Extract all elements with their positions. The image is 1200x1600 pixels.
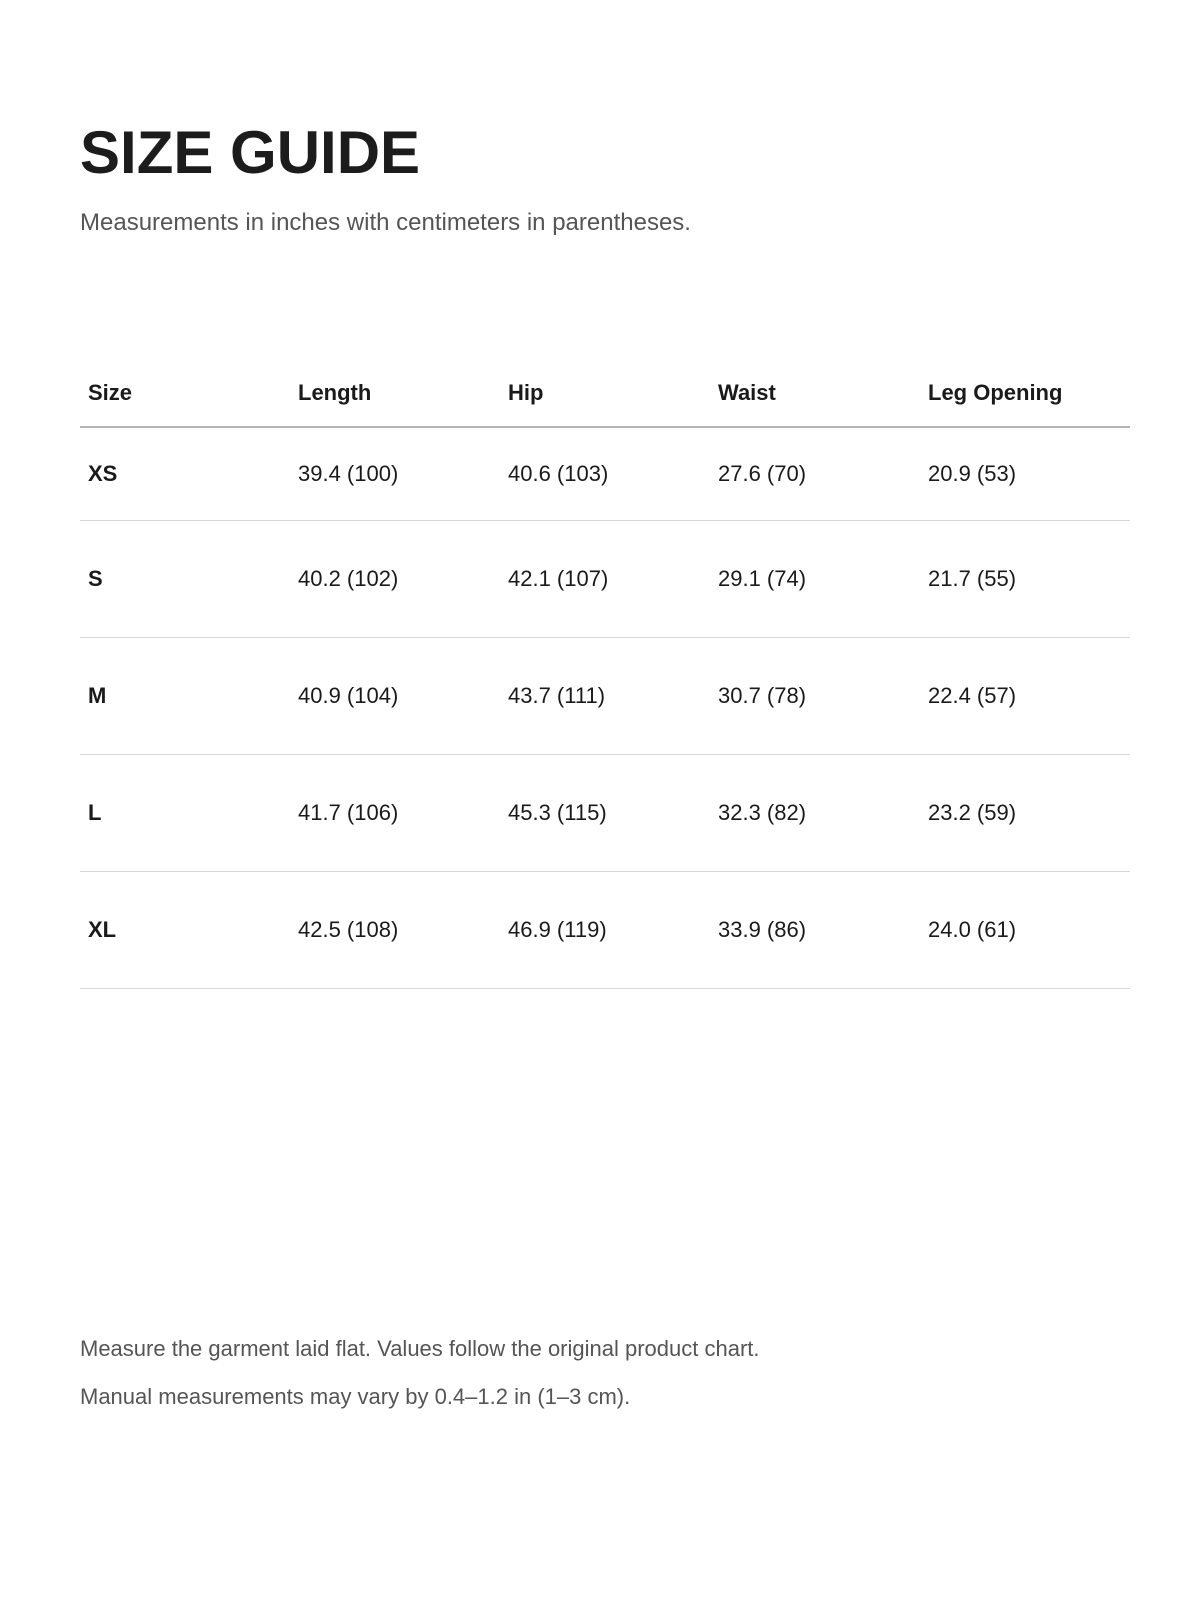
size-table [80, 360, 1130, 989]
leg-opening-cell: 23.2 (59) [920, 755, 1130, 872]
column-header-waist: Waist [710, 360, 920, 427]
footnotes [80, 1335, 760, 1431]
size-cell: S [80, 521, 290, 638]
length-cell: 40.2 (102) [290, 521, 500, 638]
waist-cell: 32.3 (82) [710, 755, 920, 872]
leg-opening-cell: 24.0 (61) [920, 872, 1130, 989]
size-cell: L [80, 755, 290, 872]
page-subtitle: Measurements in inches with centimeters in parentheses. [80, 209, 691, 236]
table-row [80, 872, 1130, 989]
column-header-size: Size [80, 360, 290, 427]
column-header-length: Length [290, 360, 500, 427]
size-cell: XS [80, 427, 290, 521]
table-header-row [80, 360, 1130, 427]
footnote-measure-flat: Measure the garment laid flat. Values follow the original product chart. [80, 1336, 760, 1361]
hip-cell: 43.7 (111) [500, 638, 710, 755]
table-row [80, 427, 1130, 521]
footnote-variance: Manual measurements may vary by 0.4–1.2 in (1–3 cm). [80, 1384, 631, 1409]
hip-cell: 46.9 (119) [500, 872, 710, 989]
length-cell: 41.7 (106) [290, 755, 500, 872]
table-row [80, 755, 1130, 872]
waist-cell: 27.6 (70) [710, 427, 920, 521]
size-cell: XL [80, 872, 290, 989]
length-cell: 40.9 (104) [290, 638, 500, 755]
table-row [80, 638, 1130, 755]
leg-opening-cell: 20.9 (53) [920, 427, 1130, 521]
hip-cell: 45.3 (115) [500, 755, 710, 872]
column-header-leg-opening: Leg Opening [920, 360, 1130, 427]
column-header-hip: Hip [500, 360, 710, 427]
leg-opening-cell: 22.4 (57) [920, 638, 1130, 755]
length-cell: 39.4 (100) [290, 427, 500, 521]
hip-cell: 40.6 (103) [500, 427, 710, 521]
page-title: SIZE GUIDE [80, 119, 421, 186]
table-row [80, 521, 1130, 638]
waist-cell: 29.1 (74) [710, 521, 920, 638]
waist-cell: 30.7 (78) [710, 638, 920, 755]
length-cell: 42.5 (108) [290, 872, 500, 989]
hip-cell: 42.1 (107) [500, 521, 710, 638]
waist-cell: 33.9 (86) [710, 872, 920, 989]
size-cell: M [80, 638, 290, 755]
leg-opening-cell: 21.7 (55) [920, 521, 1130, 638]
